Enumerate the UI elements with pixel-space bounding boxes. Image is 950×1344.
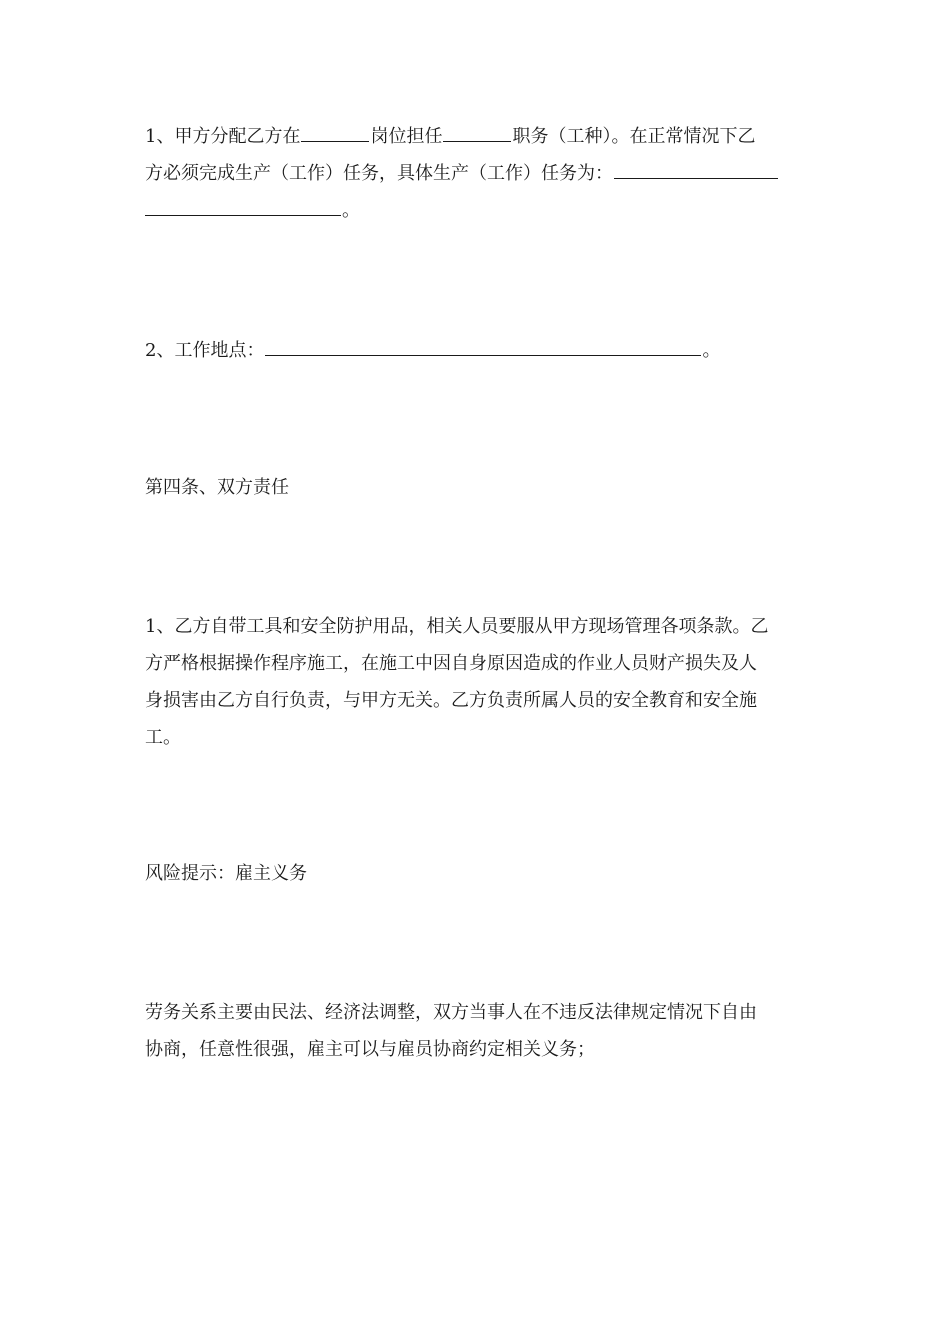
- position-blank: [301, 140, 369, 142]
- clause-1-line-3: [145, 192, 805, 229]
- clause-2-end: 。: [702, 340, 721, 361]
- clause-2-label: 2、工作地点：: [145, 340, 265, 361]
- clause-1-line-1: [145, 118, 805, 155]
- clause-1-text-e: 。: [342, 200, 360, 221]
- location-blank: [265, 354, 701, 356]
- clause-1-text-c: 职务（工种）。在正常情况下乙: [512, 126, 756, 147]
- clause-2-line: [145, 332, 805, 369]
- article-4-item-1-line-4: 工。: [145, 727, 181, 748]
- task-blank-1: [614, 177, 778, 179]
- clause-1-line-2: [145, 155, 805, 192]
- article-4-heading: 第四条、双方责任: [145, 477, 289, 498]
- duty-blank: [443, 140, 511, 142]
- article-4-item-1-line-3: 身损害由乙方自行负责，与甲方无关。乙方负责所属人员的安全教育和安全施: [145, 690, 757, 711]
- clause-1-text-b: 岗位担任: [370, 126, 443, 147]
- task-blank-2: [145, 214, 341, 216]
- risk-text-line-1: 劳务关系主要由民法、经济法调整，双方当事人在不违反法律规定情况下自由: [145, 1002, 757, 1023]
- article-4-item-1: [145, 608, 805, 756]
- clause-1-text-a: 1、甲方分配乙方在: [145, 126, 301, 147]
- clause-1-job-assignment: [145, 118, 805, 229]
- article-4-item-1-line-1: 1、乙方自带工具和安全防护用品，相关人员要服从甲方现场管理各项条款。乙: [145, 616, 769, 637]
- clause-2-work-location: [145, 332, 805, 369]
- risk-heading: 风险提示：雇主义务: [145, 863, 307, 884]
- risk-text: [145, 994, 805, 1068]
- clause-1-text-d: 方必须完成生产（工作）任务，具体生产（工作）任务为：: [145, 163, 613, 184]
- risk-text-line-2: 协商，任意性很强，雇主可以与雇员协商约定相关义务；: [145, 1039, 595, 1060]
- article-4-item-1-line-2: 方严格根据操作程序施工，在施工中因自身原因造成的作业人员财产损失及人: [145, 653, 757, 674]
